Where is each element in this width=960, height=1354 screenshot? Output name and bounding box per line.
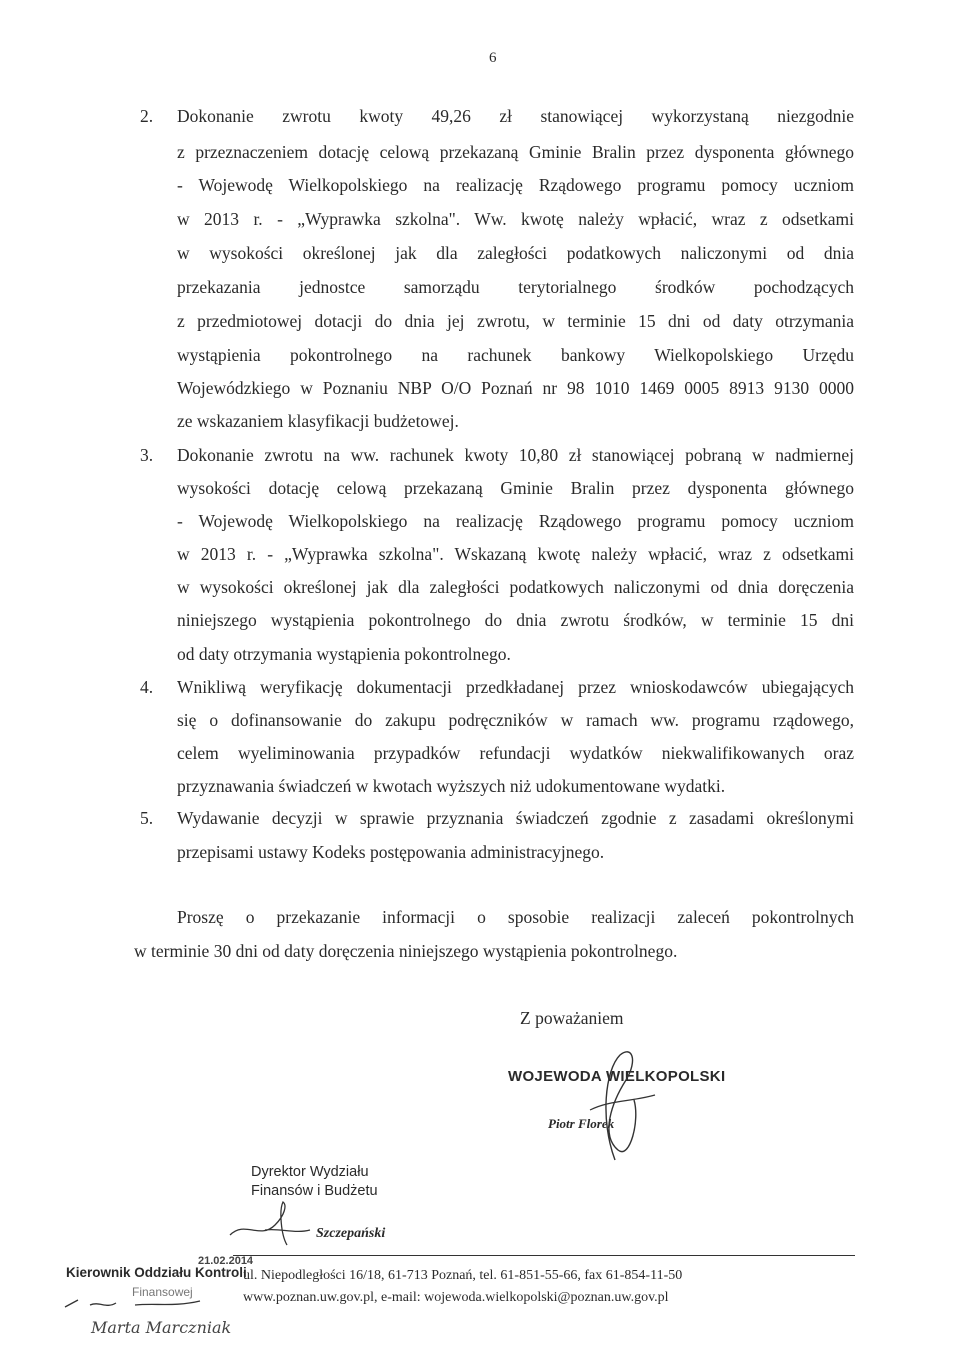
text-line: celem wyeliminowania przypadków refundacji wydatków niekwalifikowanych oraz	[177, 743, 854, 763]
text-line: niniejszego wystąpienia pokontrolnego do dnia zwrotu środków, w terminie 15 dni	[177, 610, 854, 630]
text-line: Wojewódzkiego w Poznaniu NBP O/O Poznań nr 98 1010 1469 0005 8913 9130 0000	[177, 378, 854, 398]
text-line: z przedmiotowej dotacji do dnia jej zwrotu, w terminie 15 dni od daty otrzymania	[177, 311, 854, 331]
text-line: przekazania jednostce samorządu terytorialnego środków pochodzących	[177, 277, 854, 297]
handwritten-signature	[225, 1200, 315, 1250]
text-line: z przeznaczeniem dotację celową przekazaną Gminie Bralin przez dysponenta głównego	[177, 142, 854, 162]
kierownik-date: 21.02.2014	[198, 1255, 254, 1267]
text-line: przyznawania świadczeń w kwotach wyższych niż udokumentowane wydatki.	[177, 776, 726, 796]
text-line: Dokonanie zwrotu kwoty 49,26 zł stanowiącej wykorzystaną niezgodnie	[177, 106, 854, 126]
text-line: wysokości dotację celową przekazaną Gminie Bralin przez dysponenta głównego	[177, 478, 854, 498]
item-number: 2.	[140, 106, 154, 126]
handwritten-mark	[60, 1295, 220, 1315]
text-line: - Wojewodę Wielkopolskiego na realizację Rządowego programu pomocy uczniom	[177, 175, 854, 195]
voivode-stamp: WOJEWODA WIELKOPOLSKI	[508, 1068, 726, 1085]
text-line: ze wskazaniem klasyfikacji budżetowej.	[177, 411, 459, 431]
text-line: w wysokości określonej jak dla zaległości podatkowych naliczonymi od dnia doręczenia	[177, 577, 854, 597]
text-line: się o dofinansowanie do zakupu podręczników w ramach ww. programu rządowego,	[177, 710, 854, 730]
regards: Z poważaniem	[520, 1008, 624, 1028]
text-line: Wnikliwą weryfikację dokumentacji przedkładanej przez wnioskodawców ubiegających	[177, 677, 854, 697]
item-number: 3.	[140, 445, 154, 465]
page-number: 6	[489, 50, 497, 66]
kierownik-signature: Marta Marczniak	[91, 1318, 232, 1337]
handwritten-signature	[560, 1040, 680, 1170]
footer-web: www.poznan.uw.gov.pl, e-mail: wojewoda.wielkopolski@poznan.uw.gov.pl	[243, 1290, 669, 1305]
stamp-line: Finansów i Budżetu	[251, 1183, 378, 1199]
closing-line: Proszę o przekazanie informacji o sposobie realizacji zaleceń pokontrolnych	[177, 907, 854, 927]
text-line: - Wojewodę Wielkopolskiego na realizację Rządowego programu pomocy uczniom	[177, 511, 854, 531]
text-line: w wysokości określonej jak dla zaległości podatkowych naliczonymi od dnia	[177, 243, 854, 263]
text-line: w 2013 r. - „Wyprawka szkolna". Ww. kwotę należy wpłacić, wraz z odsetkami	[177, 209, 854, 229]
footer-address: ul. Niepodległości 16/18, 61-713 Poznań, tel. 61-851-55-66, fax 61-854-11-50	[243, 1268, 683, 1283]
item-number: 4.	[140, 677, 154, 697]
text-line: Wydawanie decyzji w sprawie przyznania świadczeń zgodnie z zasadami określonymi	[177, 808, 854, 828]
stamp-line: Dyrektor Wydziału	[251, 1164, 369, 1180]
text-line: wystąpienia pokontrolnego na rachunek bankowy Wielkopolskiego Urzędu	[177, 345, 854, 365]
kierownik-stamp-line: Finansowej	[132, 1285, 193, 1299]
footer-divider	[233, 1255, 855, 1256]
kierownik-stamp: Kierownik Oddziału Kontroli	[66, 1265, 247, 1280]
text-line: przepisami ustawy Kodeks postępowania administracyjnego.	[177, 842, 605, 862]
text-line: w 2013 r. - „Wyprawka szkolna". Wskazaną kwotę należy wpłacić, wraz z odsetkami	[177, 544, 854, 564]
text-line: od daty otrzymania wystąpienia pokontrolnego.	[177, 644, 511, 664]
voivode-name: Piotr Florek	[548, 1116, 615, 1131]
text-line: Dokonanie zwrotu na ww. rachunek kwoty 10,80 zł stanowiącej pobraną w nadmiernej	[177, 445, 854, 465]
stamp-name: Szczepański	[316, 1226, 386, 1241]
closing-line: w terminie 30 dni od daty doręczenia niniejszego wystąpienia pokontrolnego.	[134, 941, 678, 961]
item-number: 5.	[140, 808, 154, 828]
